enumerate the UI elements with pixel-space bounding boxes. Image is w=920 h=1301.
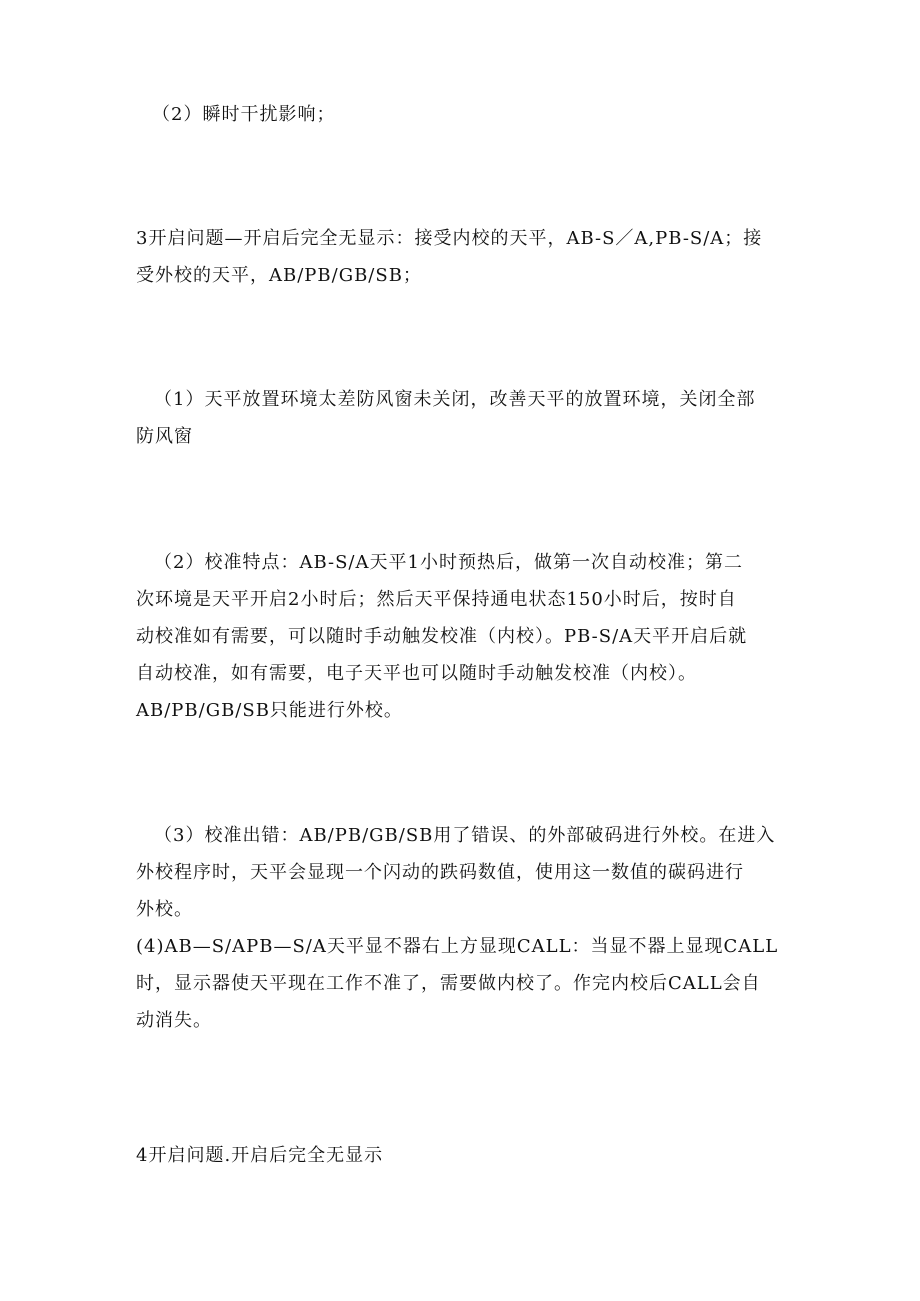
text-line: 外校。 xyxy=(136,899,193,920)
text-line: 3开启问题—开启后完全无显示：接受内校的天平，AB-S／A,PB-S/A；接 xyxy=(136,228,763,249)
text-line: 防风窗 xyxy=(136,426,193,447)
paragraph-instant-interference xyxy=(136,96,796,133)
text-line: 外校程序时，天平会显现一个闪动的跌码数值，使用这一数值的碳码进行 xyxy=(136,862,744,883)
text-line: 自动校准，如有需要，电子天平也可以随时手动触发校准（内校）。 xyxy=(136,663,697,684)
text-line: （1）天平放置环境太差防风窗未关闭，改善天平的放置环境，关闭全部 xyxy=(154,389,756,410)
text-line: (4)AB—S/APB—S/A天平显不器右上方显现CALL：当显不器上显现CALL xyxy=(136,936,779,957)
text-line: 动校准如有需要，可以随时手动触发校准（内校）。PB-S/A天平开启后就 xyxy=(136,626,748,647)
paragraph-startup-problem-4 xyxy=(136,1137,796,1174)
text-line: （2）瞬时干扰影响； xyxy=(152,104,336,125)
text-line: 受外校的天平，AB/PB/GB/SB； xyxy=(136,265,422,286)
text-line: （3）校准出错：AB/PB/GB/SB用了错误、的外部破码进行外校。在进入 xyxy=(154,825,776,846)
text-line: （2）校准特点：AB-S/A天平1小时预热后，做第一次自动校准；第二 xyxy=(154,552,743,573)
paragraph-calibration-features xyxy=(136,544,796,729)
text-line: 动消失。 xyxy=(136,1010,212,1031)
text-line: 次环境是天平开启2小时后；然后天平保持通电状态150小时后，按时自 xyxy=(136,589,737,610)
paragraph-startup-problem-3 xyxy=(136,220,796,294)
paragraph-calibration-error xyxy=(136,817,796,1039)
paragraph-environment xyxy=(136,381,796,455)
text-line: AB/PB/GB/SB只能进行外校。 xyxy=(136,700,403,721)
text-line: 4开启问题.开启后完全无显示 xyxy=(136,1145,384,1166)
text-line: 时，显示器使天平现在工作不准了，需要做内校了。作完内校后CALL会自 xyxy=(136,973,761,994)
